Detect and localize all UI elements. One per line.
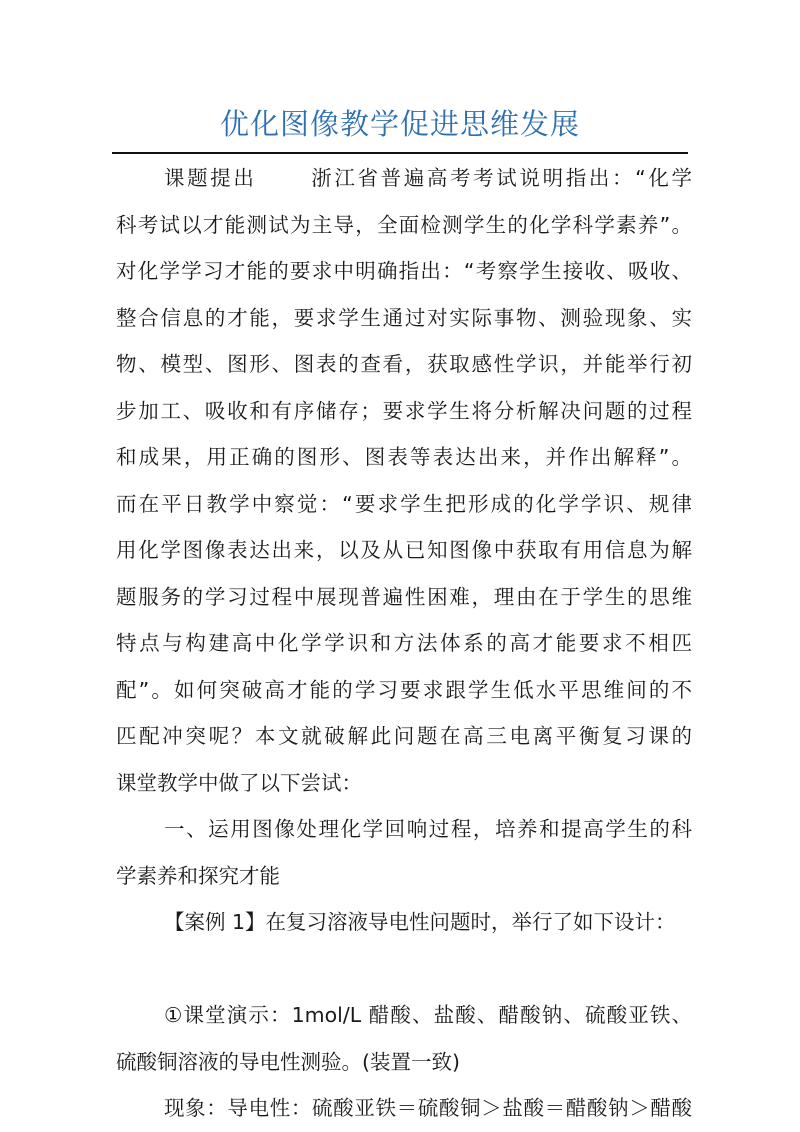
- paragraph-line: 科考试以才能测试为主导，全面检测学生的化学科学素养”。: [116, 212, 692, 237]
- paragraph-line: 特点与构建高中化学学识和方法体系的高才能要求不相匹: [116, 631, 692, 655]
- paragraph-line: 课题提出 浙江省普遍高考考试说明指出：“化学: [164, 166, 692, 190]
- paragraph-line: 硫酸铜溶液的导电性测验。(装置一致): [116, 1049, 460, 1074]
- paragraph-line: 现象：导电性：硫酸亚铁＝硫酸铜＞盐酸＝醋酸钠＞醋酸: [164, 1096, 692, 1120]
- paragraph-line: 而在平日教学中察觉：“要求学生把形成的化学学识、规律: [116, 491, 692, 516]
- paragraph-line: 物、模型、图形、图表的查看，获取感性学识，并能举行初: [116, 352, 692, 376]
- section-lead: 课题提出: [164, 166, 257, 190]
- paragraph-line: 配”。如何突破高才能的学习要求跟学生低水平思维间的不: [116, 677, 692, 702]
- paragraph-line: 和成果，用正确的图形、图表等表达出来，并作出解释”。: [116, 445, 692, 469]
- case-heading: 【案例 1】在复习溶液导电性问题时，举行了如下设计：: [164, 910, 676, 934]
- title-rule: [112, 152, 688, 154]
- paragraph-line: 课堂教学中做了以下尝试：: [116, 770, 362, 795]
- section-heading-line: 一、运用图像处理化学回响过程，培养和提高学生的科: [164, 817, 692, 841]
- paragraph-line: 用化学图像表达出来，以及从已知图像中获取有用信息为解: [116, 538, 692, 562]
- paragraph-line: 题服务的学习过程中展现普遍性困难，理由在于学生的思维: [116, 584, 692, 609]
- document-body: [116, 155, 692, 1132]
- paragraph-line: 步加工、吸收和有序储存；要求学生将分析解决问题的过程: [116, 398, 692, 423]
- document-title: 优化图像教学促进思维发展: [219, 107, 580, 141]
- section-heading-line: 学素养和探究才能: [116, 863, 280, 888]
- paragraph-line: ①课堂演示：1mol/L 醋酸、盐酸、醋酸钠、硫酸亚铁、: [164, 1003, 692, 1027]
- paragraph-line: 对化学学习才能的要求中明确指出：“考察学生接收、吸收、: [116, 259, 692, 283]
- paragraph-line: 整合信息的才能，要求学生通过对实际事物、测验现象、实: [116, 305, 692, 330]
- paragraph-line: 匹配冲突呢？本文就破解此问题在高三电离平衡复习课的: [116, 724, 692, 748]
